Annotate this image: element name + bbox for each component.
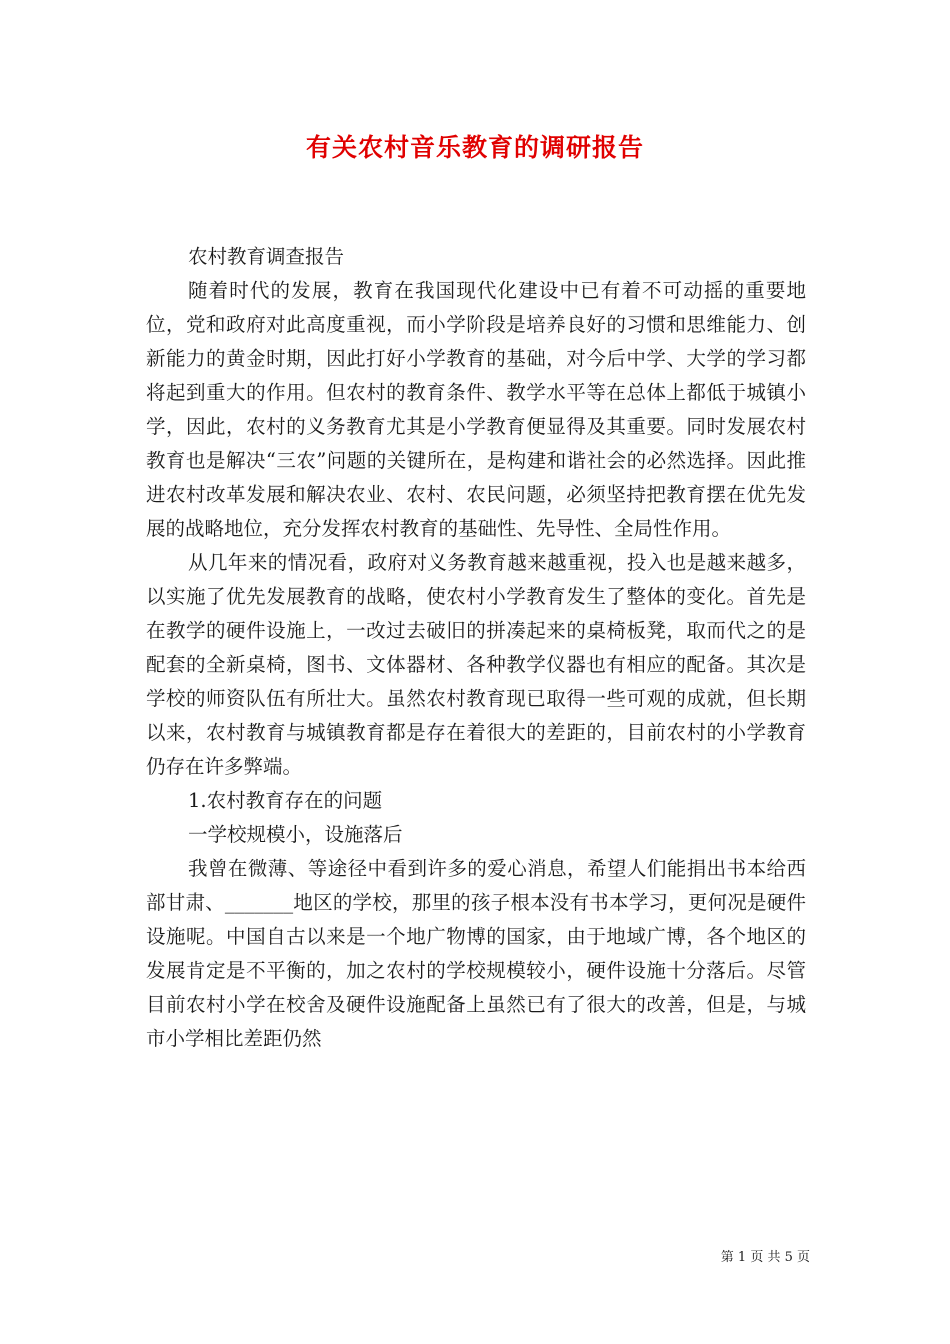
page-number: 第 1 页 共 5 页 — [720, 1250, 810, 1265]
document-body — [146, 240, 806, 1056]
section-heading-problems: 1.农村教育存在的问题 — [188, 789, 383, 812]
subsection-heading-school-scale: 一学校规模小，设施落后 — [188, 823, 403, 846]
paragraph-school-scale: 我曾在微薄、等途径中看到许多的爱心消息，希望人们能捐出书本给西部甘肃、_______地区的学校，那里的孩子根本没有书本学习，更何况是硬件设施呢。中国自古以来是一个地广物博的国家，由于地域广博，各个地区的发展肯定是不平衡的，加之农村的学校规模较小，硬件设施十分落后。尽管目前农村小学在校舍及硬件设施配备上虽然已有了很大的改善，但是，与城市小学相比差距仍然 — [146, 857, 806, 1050]
paragraph-subtitle: 农村教育调查报告 — [188, 245, 345, 268]
paragraph-progress: 从几年来的情况看，政府对义务教育越来越重视，投入也是越来越多，以实施了优先发展教育的战略，使农村小学教育发生了整体的变化。首先是在教学的硬件设施上，一改过去破旧的拼凑起来的桌椅板凳，取而代之的是配套的全新桌椅，图书、文体器材、各种教学仪器也有相应的配备。其次是学校的师资队伍有所壮大。虽然农村教育现已取得一些可观的成就，但长期以来，农村教育与城镇教育都是存在着很大的差距的，目前农村的小学教育仍存在许多弊端。 — [146, 551, 806, 778]
paragraph-intro: 随着时代的发展，教育在我国现代化建设中已有着不可动摇的重要地位，党和政府对此高度重视，而小学阶段是培养良好的习惯和思维能力、创新能力的黄金时期，因此打好小学教育的基础，对今后中学、大学的学习都将起到重大的作用。但农村的教育条件、教学水平等在总体上都低于城镇小学，因此，农村的义务教育尤其是小学教育便显得及其重要。同时发展农村教育也是解决“三农”问题的关键所在，是构建和谐社会的必然选择。因此推进农村改革发展和解决农业、农村、农民问题，必须坚持把教育摆在优先发展的战略地位，充分发挥农村教育的基础性、先导性、全局性作用。 — [146, 279, 806, 540]
document-title: 有关农村音乐教育的调研报告 — [305, 133, 644, 162]
